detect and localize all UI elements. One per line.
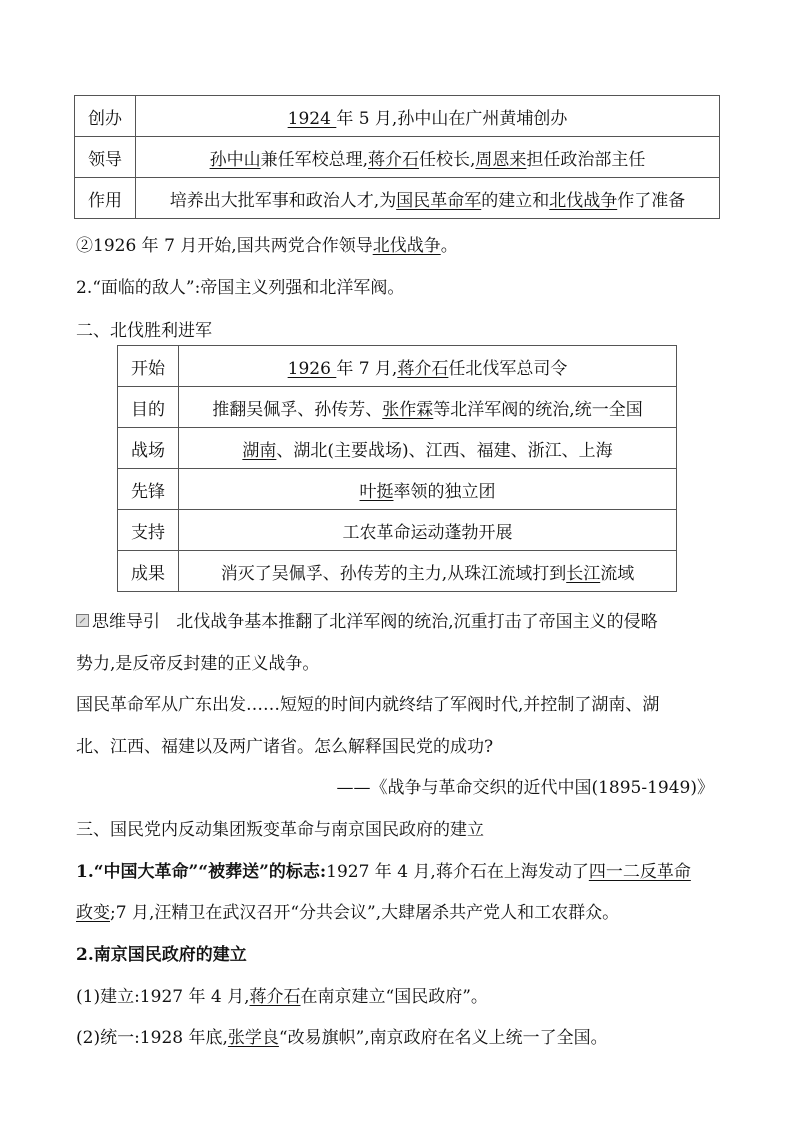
quote-source: ——《战争与革命交织的近代中国(1895-1949)》 xyxy=(336,778,714,798)
think-guide-text-1: 北伐战争基本推翻了北洋军阀的统治,沉重打击了帝国主义的侵略 xyxy=(176,612,658,632)
text-run: 年 5 月,孙中山在广州黄埔创办 xyxy=(336,108,568,129)
row-content xyxy=(136,178,720,219)
underlined-term: 北伐战争 xyxy=(372,236,441,256)
text-run: 年 7 月, xyxy=(336,358,398,379)
table-row xyxy=(75,178,720,219)
table-row xyxy=(118,510,677,551)
section3-p1-text: 1927 年 4 月,蒋介石在上海发动了 xyxy=(326,862,589,882)
text-run: 在南京建立“国民政府”。 xyxy=(300,987,488,1007)
text-run: 培养出大批军事和政治人才,为 xyxy=(169,190,397,211)
underlined-term: 1926 xyxy=(287,358,337,379)
think-guide xyxy=(76,607,658,632)
text-run: 。 xyxy=(440,236,458,256)
table-row xyxy=(118,469,677,510)
section-heading-3: 三、国民党内反动集团叛变革命与南京国民政府的建立 xyxy=(76,820,484,840)
row-label: 作用 xyxy=(75,178,136,219)
nanjing-line-2 xyxy=(76,1023,608,1048)
row-content xyxy=(179,469,677,510)
think-guide-icon xyxy=(76,614,89,627)
text-run: ②1926 年 7 月开始,国共两党合作领导 xyxy=(76,236,373,256)
underlined-term: 北伐战争 xyxy=(549,190,618,211)
row-content xyxy=(179,428,677,469)
underlined-term: 叶挺 xyxy=(359,481,394,502)
table-row xyxy=(118,428,677,469)
table-row xyxy=(75,137,720,178)
text-run: 二、北伐胜利进军 xyxy=(76,321,212,341)
row-label: 成果 xyxy=(118,551,179,592)
underlined-term: 孙中山 xyxy=(209,149,261,170)
underlined-term: 蒋介石 xyxy=(397,358,449,379)
underlined-term: 蒋介石 xyxy=(368,149,419,170)
text-run: 等北洋军阀的统治,统一全国 xyxy=(433,399,643,420)
section3-p2 xyxy=(76,898,619,923)
underlined-term: 张学良 xyxy=(227,1028,279,1048)
text-run: 消灭了吴佩孚、孙传芳的主力,从珠江流域打到 xyxy=(220,563,567,584)
text-run: (2)统一:1928 年底, xyxy=(76,1028,228,1048)
text-run: 任校长, xyxy=(419,149,476,170)
table-whampoa xyxy=(74,95,720,219)
row-content xyxy=(179,387,677,428)
text-run: 率领的独立团 xyxy=(393,481,496,502)
table-row xyxy=(118,551,677,592)
table-row xyxy=(118,387,677,428)
line-northern-expedition-start xyxy=(76,231,458,256)
text-run: 的建立和 xyxy=(481,190,550,211)
text-run: 任北伐军总司令 xyxy=(448,358,568,379)
row-content xyxy=(179,551,677,592)
row-label: 开始 xyxy=(118,346,179,387)
text-run: 2.“面临的敌人”:帝国主义列强和北洋军阀。 xyxy=(76,278,405,298)
text-run: (1)建立:1927 年 4 月, xyxy=(76,987,250,1007)
table-row xyxy=(75,96,720,137)
row-content xyxy=(179,346,677,387)
row-label: 先锋 xyxy=(118,469,179,510)
underlined-term: 1924 xyxy=(287,108,337,129)
text-run: “改易旗帜”,南京政府在名义上统一了全国。 xyxy=(278,1028,608,1048)
row-label: 战场 xyxy=(118,428,179,469)
section3-p1-underline: 四一二反革命 xyxy=(588,862,691,882)
text-run: 兼任军校总理, xyxy=(260,149,368,170)
underlined-term: 周恩来 xyxy=(475,149,527,170)
quote-line-2: 北、江西、福建以及两广诸省。怎么解释国民党的成功? xyxy=(76,737,494,757)
section3-p2-text: ;7 月,汪精卫在武汉召开“分共会议”,大肆屠杀共产党人和工农群众。 xyxy=(110,903,620,923)
line-enemies xyxy=(76,273,404,298)
table-row xyxy=(118,346,677,387)
row-content xyxy=(136,96,720,137)
row-label: 领导 xyxy=(75,137,136,178)
text-run: 工农革命运动蓬勃开展 xyxy=(342,522,513,543)
sub-heading-nanjing-government: 2.南京国民政府的建立 xyxy=(76,945,247,965)
underlined-term: 国民革命军 xyxy=(396,190,482,211)
underlined-term: 蒋介石 xyxy=(249,987,301,1007)
table-northern-expedition xyxy=(117,345,677,592)
text-run: 推翻吴佩孚、孙传芳、 xyxy=(212,399,383,420)
section-heading-2 xyxy=(76,316,212,341)
section3-p2-underline: 政变 xyxy=(76,903,110,923)
quote-line-1: 国民革命军从广东出发……短短的时间内就终结了军阀时代,并控制了湖南、湖 xyxy=(76,695,660,715)
row-content xyxy=(136,137,720,178)
nanjing-line-1 xyxy=(76,982,488,1007)
underlined-term: 张作霖 xyxy=(382,399,434,420)
row-content xyxy=(179,510,677,551)
text-run: 流域 xyxy=(600,563,635,584)
text-run: 作了准备 xyxy=(617,190,686,211)
text-run: 、湖北(主要战场)、江西、福建、浙江、上海 xyxy=(276,440,613,461)
row-label: 支持 xyxy=(118,510,179,551)
underlined-term: 长江 xyxy=(566,563,601,584)
row-label: 创办 xyxy=(75,96,136,137)
section3-p1-bold: 1.“中国大革命”“被葬送”的标志: xyxy=(76,862,327,882)
think-guide-text-2: 势力,是反帝反封建的正义战争。 xyxy=(76,654,320,674)
section3-p1 xyxy=(76,857,691,882)
underlined-term: 湖南 xyxy=(242,440,277,461)
text-run: 担任政治部主任 xyxy=(526,149,646,170)
row-label: 目的 xyxy=(118,387,179,428)
think-guide-label: 思维导引 xyxy=(92,612,160,632)
